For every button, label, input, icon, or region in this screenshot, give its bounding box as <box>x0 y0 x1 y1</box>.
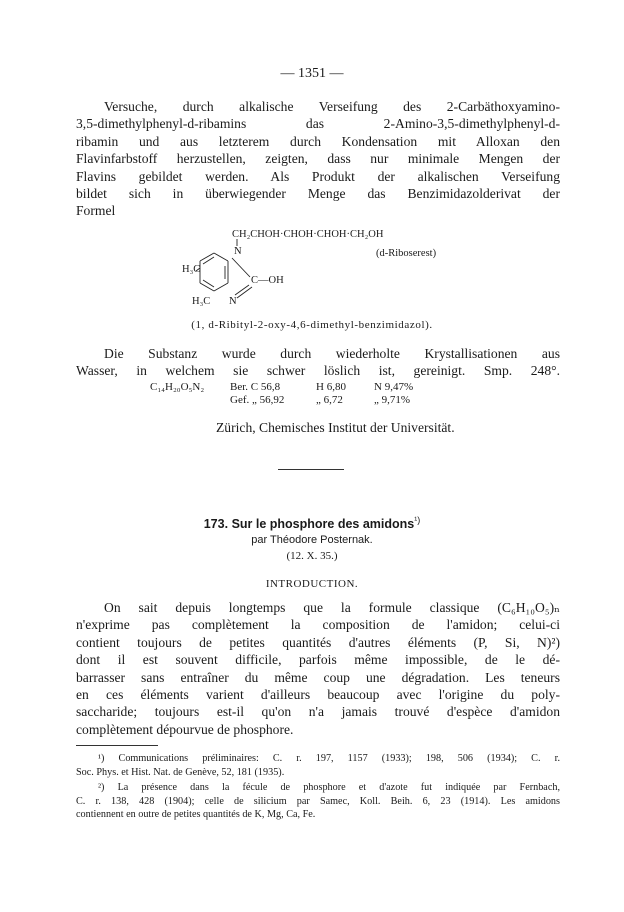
formula-caption: (1, d-Ribityl-2-oxy-4,6-dimethyl-benzimidazol). <box>191 319 433 331</box>
article-title <box>0 515 624 531</box>
table-cell: Ber. C 56,8 <box>230 381 281 393</box>
table-cell: „ 6,72 <box>316 394 343 406</box>
analysis-formula: C₁₄H₂₀O₅N₂ <box>150 381 205 393</box>
text-line: On sait depuis longtemps que la formule classique (C₆H₁₀O₅)ₙ <box>104 600 560 615</box>
footnote-line: C. r. 138, 428 (1904); celle de silicium par Samec, Koll. Beih. 6, 23 (1914). Les amidons <box>76 795 560 807</box>
text-line: 3,5-dimethylphenyl-d-ribamins das 2-Amino-3,5-dimethylphenyl-d- <box>76 116 560 132</box>
footnote-line: contiennent en outre de petites quantités de K, Mg, Ca, Fe. <box>76 809 316 821</box>
analysis-table <box>230 381 421 407</box>
nitrogen-bottom: N <box>229 296 237 307</box>
text-line: contient toujours de petites quantités d'autres éléments (P, Si, N)²) <box>76 634 560 650</box>
institute-signature: Zürich, Chemisches Institut der Universität. <box>216 420 455 435</box>
footnote-line: ¹) Communications préliminaires: C. r. 197, 1157 (1933); 198, 506 (1934); C. r. <box>98 753 560 764</box>
riboserest-note: (d-Riboserest) <box>376 248 437 259</box>
article-title-text: Sur le phosphore des amidons <box>231 517 415 532</box>
footnote-ref: ¹) <box>414 515 421 525</box>
table-cell: „ 9,71% <box>374 394 411 406</box>
text-line: bildet sich in überwiegender Menge das Benzimidazolderivat der <box>76 186 560 202</box>
page-number: — 1351 — <box>280 66 344 81</box>
footnote-2 <box>76 781 560 822</box>
text-line: n'exprime pas complètement la composition de l'amidon; celui-ci <box>76 617 560 633</box>
text-line: Flavins gebildet werden. Als Produkt der alkalischen Verseifung <box>76 168 560 184</box>
footnote-1 <box>76 752 560 779</box>
footnote-rule <box>76 745 158 746</box>
text-line: Versuche, durch alkalische Verseifung des 2-Carbäthoxyamino- <box>104 99 560 114</box>
section-divider <box>278 469 344 470</box>
text-line: Flavinfarbstoff herzustellen, zeigten, dass nur minimale Mengen der <box>76 151 560 167</box>
text-line: en ces éléments varient d'ailleurs beaucoup avec l'origine du poly- <box>76 687 560 703</box>
table-row <box>230 381 421 394</box>
text-line: complètement dépourvue de phosphore. <box>76 721 294 737</box>
paragraph-2 <box>76 345 560 380</box>
text-line: barrasser sans entraîner du même coup une dégradation. Les teneurs <box>76 669 560 685</box>
table-cell: H 6,80 <box>316 381 346 393</box>
article-byline: par Théodore Posternak. <box>251 534 373 546</box>
c-oh-group: C—OH <box>251 275 284 286</box>
methyl-upper: H₃C <box>182 264 201 275</box>
section-heading: INTRODUCTION. <box>265 578 359 590</box>
text-line: saccharide; toujours est-il qu'on n'a jamais trouvé d'espèce d'amidon <box>76 704 560 720</box>
table-cell: N 9,47% <box>374 381 414 393</box>
text-line: ribamin und aus letzterem durch Kondensation mit Alloxan den <box>76 133 560 149</box>
table-cell: Gef. „ 56,92 <box>230 394 285 406</box>
footnote-line: ²) La présence dans la fécule de phosphore et d'azote fut indiquée par Fernbach, <box>98 782 560 793</box>
article-number: 173. <box>203 517 229 532</box>
text-line: dont il est souvent difficile, parfois même impossible, de le dé- <box>76 652 560 668</box>
table-row <box>230 394 421 407</box>
nitrogen-top: N <box>234 246 242 257</box>
text-line: Die Substanz wurde durch wiederholte Krystallisationen aus <box>104 346 560 361</box>
side-chain: CH₂CHOH·CHOH·CHOH·CH₂OH <box>232 229 384 240</box>
methyl-lower: H₃C <box>192 296 211 307</box>
paragraph-3 <box>76 599 560 738</box>
article-date: (12. X. 35.) <box>286 550 338 562</box>
text-line: Wasser, in welchem sie schwer löslich ist, gereinigt. Smp. 248°. <box>76 363 560 379</box>
paragraph-1 <box>76 98 560 220</box>
footnote-line: Soc. Phys. et Hist. Nat. de Genève, 52, 181 (1935). <box>76 766 285 778</box>
text-line: Formel <box>76 203 116 219</box>
